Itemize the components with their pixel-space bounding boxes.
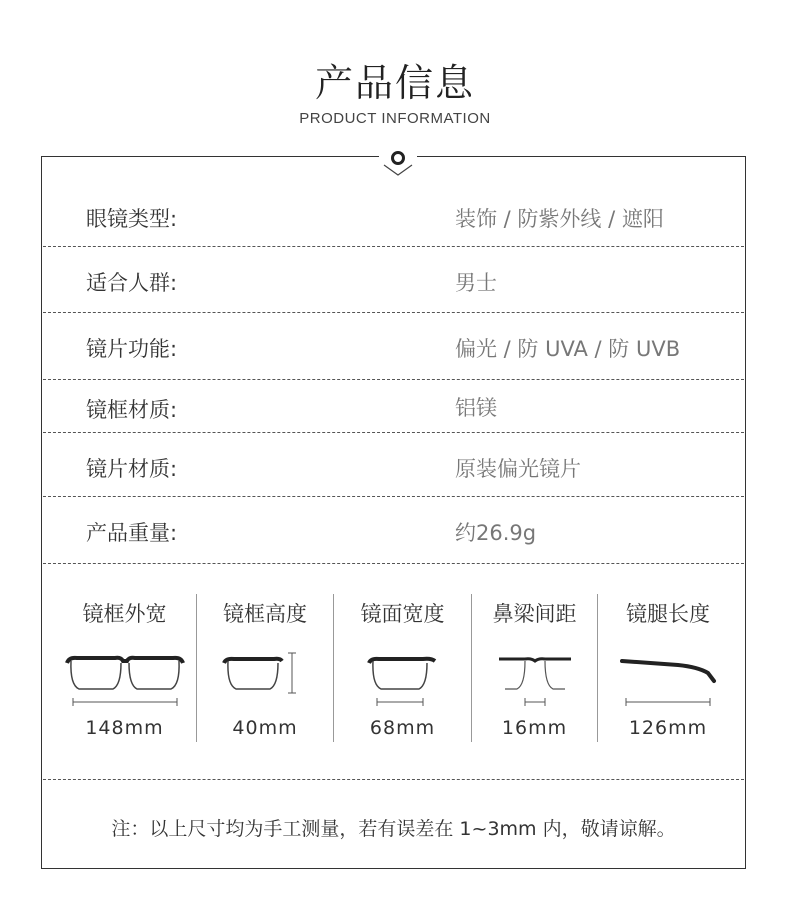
measure-label: 鼻梁间距 — [492, 602, 577, 626]
spec-row-lens-material — [43, 433, 744, 497]
measure-temple-length — [598, 564, 738, 780]
measure-value: 126mm — [628, 717, 708, 739]
measurement-section — [43, 564, 744, 780]
spec-value: 铝镁 — [455, 396, 497, 420]
spec-label: 镜框材质: — [86, 398, 178, 422]
spec-label: 适合人群: — [86, 271, 178, 295]
measure-value: 148mm — [85, 717, 164, 739]
measure-label: 镜腿长度 — [626, 602, 710, 626]
spec-label: 眼镜类型: — [86, 207, 178, 231]
spec-row-frame-material — [43, 380, 744, 433]
bridge-width-icon — [495, 649, 575, 709]
spec-value: 装饰 / 防紫外线 / 遮阳 — [455, 207, 664, 231]
measure-lens-width — [334, 564, 471, 780]
measure-frame-width — [53, 564, 196, 780]
circle-chevron-icon — [381, 149, 415, 177]
spec-value: 约26.9g — [455, 521, 537, 545]
page-subtitle: PRODUCT INFORMATION — [299, 110, 491, 127]
frame-height-icon — [220, 649, 310, 709]
temple-length-icon — [618, 649, 718, 709]
page-title: 产品信息 — [314, 61, 475, 105]
measure-value: 40mm — [232, 717, 298, 739]
spec-label: 镜片材质: — [86, 457, 178, 481]
measure-value: 68mm — [369, 717, 436, 739]
spec-label: 镜片功能: — [86, 337, 178, 361]
spec-value: 偏光 / 防 UVA / 防 UVB — [455, 337, 681, 361]
measure-label: 镜框高度 — [223, 602, 307, 626]
spec-row-lens-function — [43, 313, 744, 380]
measure-label: 镜面宽度 — [360, 602, 445, 626]
spec-row-weight — [43, 497, 744, 564]
spec-label: 产品重量: — [86, 521, 178, 545]
spec-value: 原装偏光镜片 — [455, 457, 581, 481]
measurement-note: 注：以上尺寸均为手工测量，若有误差在 1~3mm 内，敬请谅解。 — [111, 818, 676, 840]
measure-label: 镜框外宽 — [82, 602, 167, 626]
frame-width-icon — [65, 649, 185, 709]
measure-value: 16mm — [501, 717, 568, 739]
lens-width-icon — [363, 649, 443, 709]
spec-row-target-users — [43, 247, 744, 313]
spec-value: 男士 — [455, 271, 497, 295]
measure-frame-height — [197, 564, 333, 780]
measure-bridge-width — [472, 564, 597, 780]
spec-row-glasses-type — [43, 182, 744, 247]
